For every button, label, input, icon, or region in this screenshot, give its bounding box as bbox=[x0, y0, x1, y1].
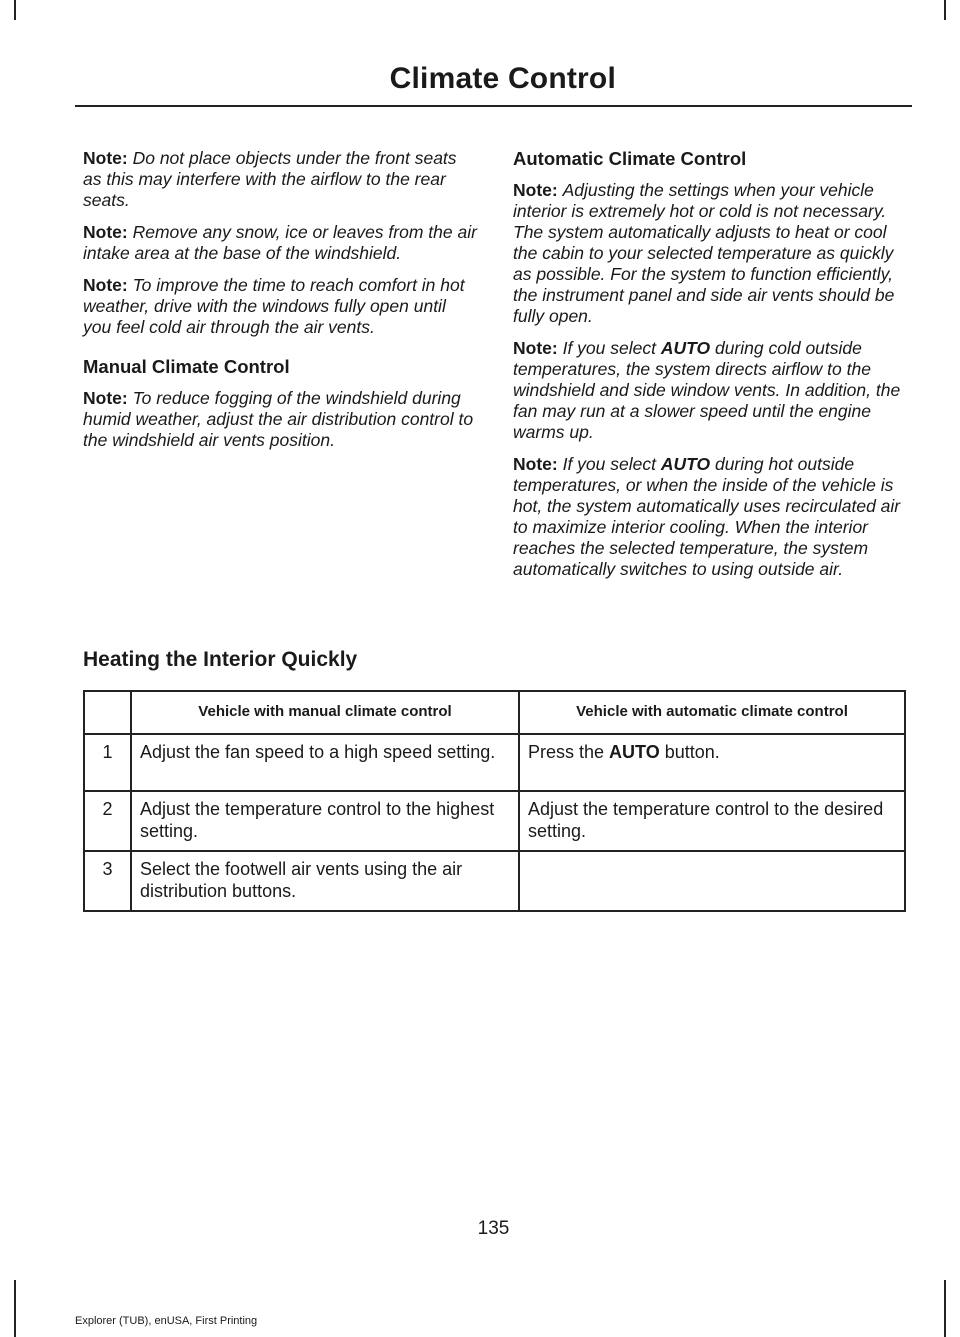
table-header-row bbox=[84, 691, 905, 734]
manual-step-cell: Adjust the fan speed to a high speed setting. bbox=[131, 734, 519, 791]
heating-steps-table bbox=[83, 690, 906, 912]
note-text-before: If you select bbox=[562, 454, 661, 474]
manual-climate-heading: Manual Climate Control bbox=[83, 356, 290, 377]
note-text: To reduce fogging of the windshield during humid weather, adjust the air distribution control to the windshield air vents position. bbox=[83, 388, 474, 450]
note-text: Adjusting the settings when your vehicle interior is extremely hot or cold is not necessary. The system automatically adjusts to heat or cool the cabin to your selected temperature as quickly as possible. For the system to function efficiently, the instrument panel and side air vents should be fully open. bbox=[513, 180, 895, 326]
manual-column-header: Vehicle with manual climate control bbox=[131, 691, 519, 734]
step-number-header bbox=[84, 691, 131, 734]
table-row bbox=[84, 791, 905, 851]
step-number: 2 bbox=[84, 791, 131, 851]
note-label: Note: bbox=[83, 148, 128, 168]
note-text-after: during hot outside temperatures, or when the inside of the vehicle is hot, the system automatically uses recirculated air to maximize interior cooling. When the interior reaches the selected temperature, the system automatically switches to using outside air. bbox=[513, 454, 901, 579]
note-text-before: If you select bbox=[562, 338, 661, 358]
page-title: Climate Control bbox=[389, 62, 616, 95]
crop-mark-bottom-left bbox=[14, 1280, 16, 1337]
note-label: Note: bbox=[513, 454, 558, 474]
footer-edition-text: Explorer (TUB), enUSA, First Printing bbox=[75, 1315, 258, 1327]
step-number: 1 bbox=[84, 734, 131, 791]
note-paragraph bbox=[513, 338, 908, 443]
note-text: To improve the time to reach comfort in hot weather, drive with the windows fully open until you feel cold air through the air vents. bbox=[83, 275, 465, 337]
page-number: 135 bbox=[477, 1218, 510, 1239]
crop-mark-top-right bbox=[944, 0, 946, 20]
note-text bbox=[513, 454, 900, 579]
auto-column-header: Vehicle with automatic climate control bbox=[519, 691, 905, 734]
note-text: Remove any snow, ice or leaves from the air intake area at the base of the windshield. bbox=[83, 222, 477, 263]
crop-mark-top-left bbox=[14, 0, 16, 20]
auto-step-cell: Adjust the temperature control to the desired setting. bbox=[519, 791, 905, 851]
note-paragraph bbox=[83, 388, 478, 451]
note-paragraph bbox=[83, 148, 478, 211]
note-paragraph bbox=[513, 454, 908, 580]
auto-step-cell bbox=[519, 851, 905, 911]
manual-step-cell: Adjust the temperature control to the highest setting. bbox=[131, 791, 519, 851]
auto-step-cell bbox=[519, 734, 905, 791]
auto-keyword: AUTO bbox=[660, 454, 711, 474]
note-label: Note: bbox=[83, 388, 128, 408]
step-number: 3 bbox=[84, 851, 131, 911]
table-row bbox=[84, 851, 905, 911]
crop-mark-bottom-right bbox=[944, 1280, 946, 1337]
note-label: Note: bbox=[513, 338, 558, 358]
note-label: Note: bbox=[83, 222, 128, 242]
note-paragraph bbox=[83, 222, 478, 264]
table-row bbox=[84, 734, 905, 791]
note-label: Note: bbox=[513, 180, 558, 200]
auto-keyword: AUTO bbox=[609, 742, 660, 762]
auto-keyword: AUTO bbox=[660, 338, 711, 358]
automatic-climate-heading: Automatic Climate Control bbox=[513, 148, 747, 169]
note-paragraph bbox=[83, 275, 478, 338]
note-paragraph bbox=[513, 180, 908, 327]
note-label: Note: bbox=[83, 275, 128, 295]
note-text: Do not place objects under the front seats as this may interfere with the airflow to the rear seats. bbox=[83, 148, 457, 210]
note-text-after: during cold outside temperatures, the system directs airflow to the windshield and side window vents. In addition, the fan may run at a slower speed until the engine warms up. bbox=[513, 338, 901, 442]
section-heading: Heating the Interior Quickly bbox=[83, 648, 358, 671]
note-text bbox=[513, 338, 900, 442]
right-column bbox=[513, 148, 908, 591]
auto-step-before: Press the bbox=[528, 742, 610, 762]
auto-step-after: button. bbox=[659, 742, 720, 762]
left-column bbox=[83, 148, 478, 462]
header-divider bbox=[75, 105, 912, 107]
manual-step-cell: Select the footwell air vents using the air distribution buttons. bbox=[131, 851, 519, 911]
